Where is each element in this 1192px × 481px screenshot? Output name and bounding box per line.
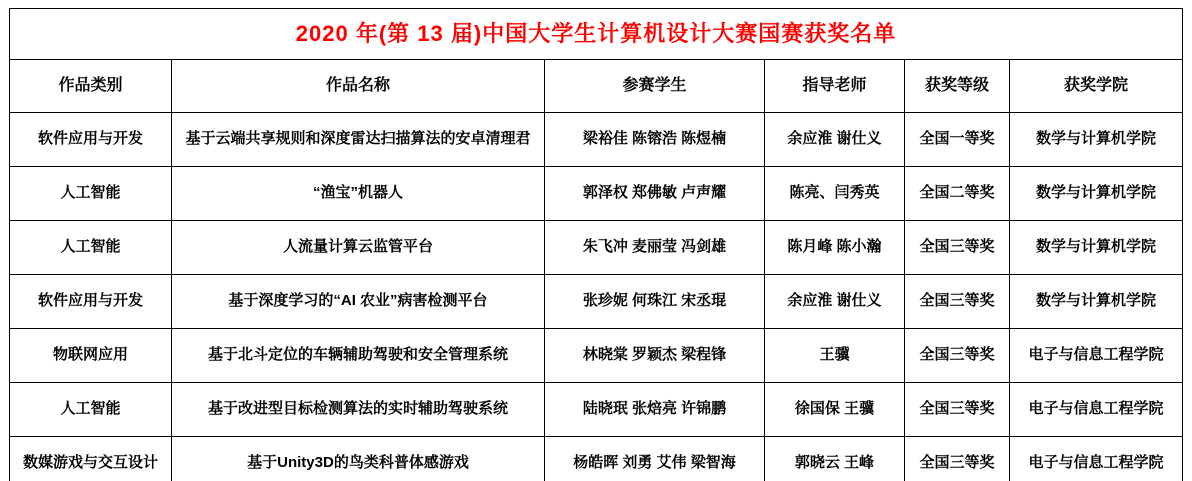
cell-level: 全国三等奖 bbox=[904, 329, 1009, 383]
cell-students: 杨皓晖 刘勇 艾伟 梁智海 bbox=[544, 437, 764, 481]
cell-college: 电子与信息工程学院 bbox=[1009, 437, 1182, 481]
cell-students: 陆晓珉 张焙亮 许锦鹏 bbox=[544, 383, 764, 437]
cell-teachers: 郭晓云 王峰 bbox=[764, 437, 904, 481]
cell-students: 张珍妮 何珠江 宋丞琨 bbox=[544, 275, 764, 329]
cell-students: 朱飞冲 麦丽莹 冯剑雄 bbox=[544, 221, 764, 275]
table-row bbox=[9, 383, 1182, 437]
page-title: 2020 年(第 13 届)中国大学生计算机设计大赛国赛获奖名单 bbox=[9, 9, 1182, 60]
header-row bbox=[9, 60, 1182, 113]
cell-teachers: 徐国保 王骥 bbox=[764, 383, 904, 437]
table-row bbox=[9, 113, 1182, 167]
cell-level: 全国三等奖 bbox=[904, 221, 1009, 275]
table-row bbox=[9, 221, 1182, 275]
table-row bbox=[9, 329, 1182, 383]
cell-name: 基于改进型目标检测算法的实时辅助驾驶系统 bbox=[171, 383, 544, 437]
cell-teachers: 余应淮 谢仕义 bbox=[764, 113, 904, 167]
cell-name: 基于Unity3D的鸟类科普体感游戏 bbox=[171, 437, 544, 481]
column-header: 作品名称 bbox=[171, 60, 544, 113]
table-row bbox=[9, 275, 1182, 329]
cell-name: 基于北斗定位的车辆辅助驾驶和安全管理系统 bbox=[171, 329, 544, 383]
title-row bbox=[9, 9, 1182, 60]
cell-category: 软件应用与开发 bbox=[9, 113, 171, 167]
column-header: 获奖等级 bbox=[904, 60, 1009, 113]
cell-students: 梁裕佳 陈镕浩 陈煜楠 bbox=[544, 113, 764, 167]
cell-level: 全国一等奖 bbox=[904, 113, 1009, 167]
awards-table bbox=[9, 8, 1183, 481]
cell-students: 林晓棠 罗颖杰 梁程锋 bbox=[544, 329, 764, 383]
cell-name: 基于深度学习的“AI 农业”病害检测平台 bbox=[171, 275, 544, 329]
cell-teachers: 陈亮、闫秀英 bbox=[764, 167, 904, 221]
cell-level: 全国三等奖 bbox=[904, 383, 1009, 437]
column-header: 作品类别 bbox=[9, 60, 171, 113]
cell-college: 电子与信息工程学院 bbox=[1009, 329, 1182, 383]
column-header: 参赛学生 bbox=[544, 60, 764, 113]
column-header: 指导老师 bbox=[764, 60, 904, 113]
cell-college: 数学与计算机学院 bbox=[1009, 167, 1182, 221]
cell-level: 全国三等奖 bbox=[904, 437, 1009, 481]
cell-level: 全国二等奖 bbox=[904, 167, 1009, 221]
cell-name: 基于云端共享规则和深度雷达扫描算法的安卓清理君 bbox=[171, 113, 544, 167]
cell-name: 人流量计算云监管平台 bbox=[171, 221, 544, 275]
cell-college: 电子与信息工程学院 bbox=[1009, 383, 1182, 437]
column-header: 获奖学院 bbox=[1009, 60, 1182, 113]
table-row bbox=[9, 167, 1182, 221]
cell-college: 数学与计算机学院 bbox=[1009, 113, 1182, 167]
cell-students: 郭泽权 郑佛敏 卢声耀 bbox=[544, 167, 764, 221]
cell-teachers: 陈月峰 陈小瀚 bbox=[764, 221, 904, 275]
cell-category: 软件应用与开发 bbox=[9, 275, 171, 329]
cell-category: 数媒游戏与交互设计 bbox=[9, 437, 171, 481]
cell-category: 人工智能 bbox=[9, 167, 171, 221]
cell-level: 全国三等奖 bbox=[904, 275, 1009, 329]
cell-name: “渔宝”机器人 bbox=[171, 167, 544, 221]
table-row bbox=[9, 437, 1182, 481]
cell-category: 人工智能 bbox=[9, 221, 171, 275]
cell-category: 人工智能 bbox=[9, 383, 171, 437]
cell-teachers: 余应淮 谢仕义 bbox=[764, 275, 904, 329]
cell-teachers: 王骥 bbox=[764, 329, 904, 383]
cell-college: 数学与计算机学院 bbox=[1009, 275, 1182, 329]
cell-college: 数学与计算机学院 bbox=[1009, 221, 1182, 275]
cell-category: 物联网应用 bbox=[9, 329, 171, 383]
